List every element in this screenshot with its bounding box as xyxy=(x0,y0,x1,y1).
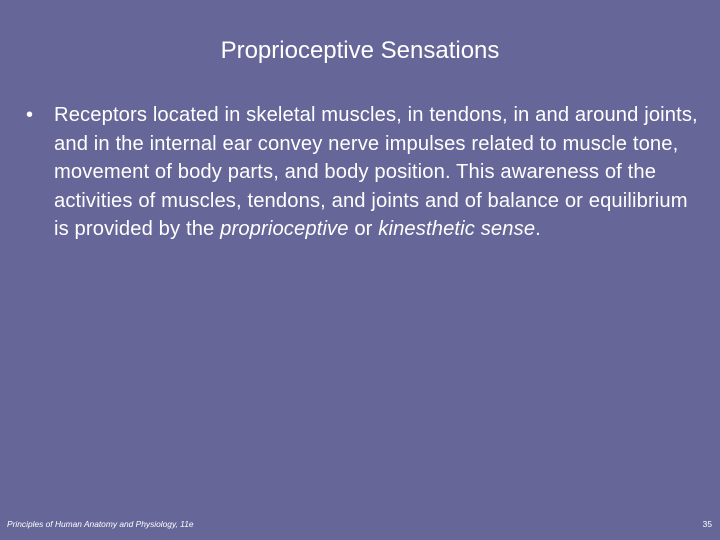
bullet-text-connector: or xyxy=(348,218,379,241)
kinesthetic-sense-term: kinesthetic sense xyxy=(378,218,536,241)
bullet-text xyxy=(54,101,704,244)
slide-number: 35 xyxy=(702,519,712,529)
bullet-item xyxy=(26,101,706,244)
bullet-text-intro: Receptors located in skeletal muscles, in tendons, in and around joints, and in the internal ear convey nerve impulses related to muscle tone, movement of body parts, and body position. This awareness of the activities of muscles, tendons, and joints and of balance or equilibrium is provided by the xyxy=(54,104,698,241)
bullet-text-end: . xyxy=(535,218,541,241)
slide-title: Proprioceptive Sensations xyxy=(220,37,500,64)
footer-book-title: Principles of Human Anatomy and Physiology, 11e xyxy=(7,519,194,529)
proprioceptive-term: proprioceptive xyxy=(220,218,349,241)
bullet-glyph: • xyxy=(26,104,34,126)
